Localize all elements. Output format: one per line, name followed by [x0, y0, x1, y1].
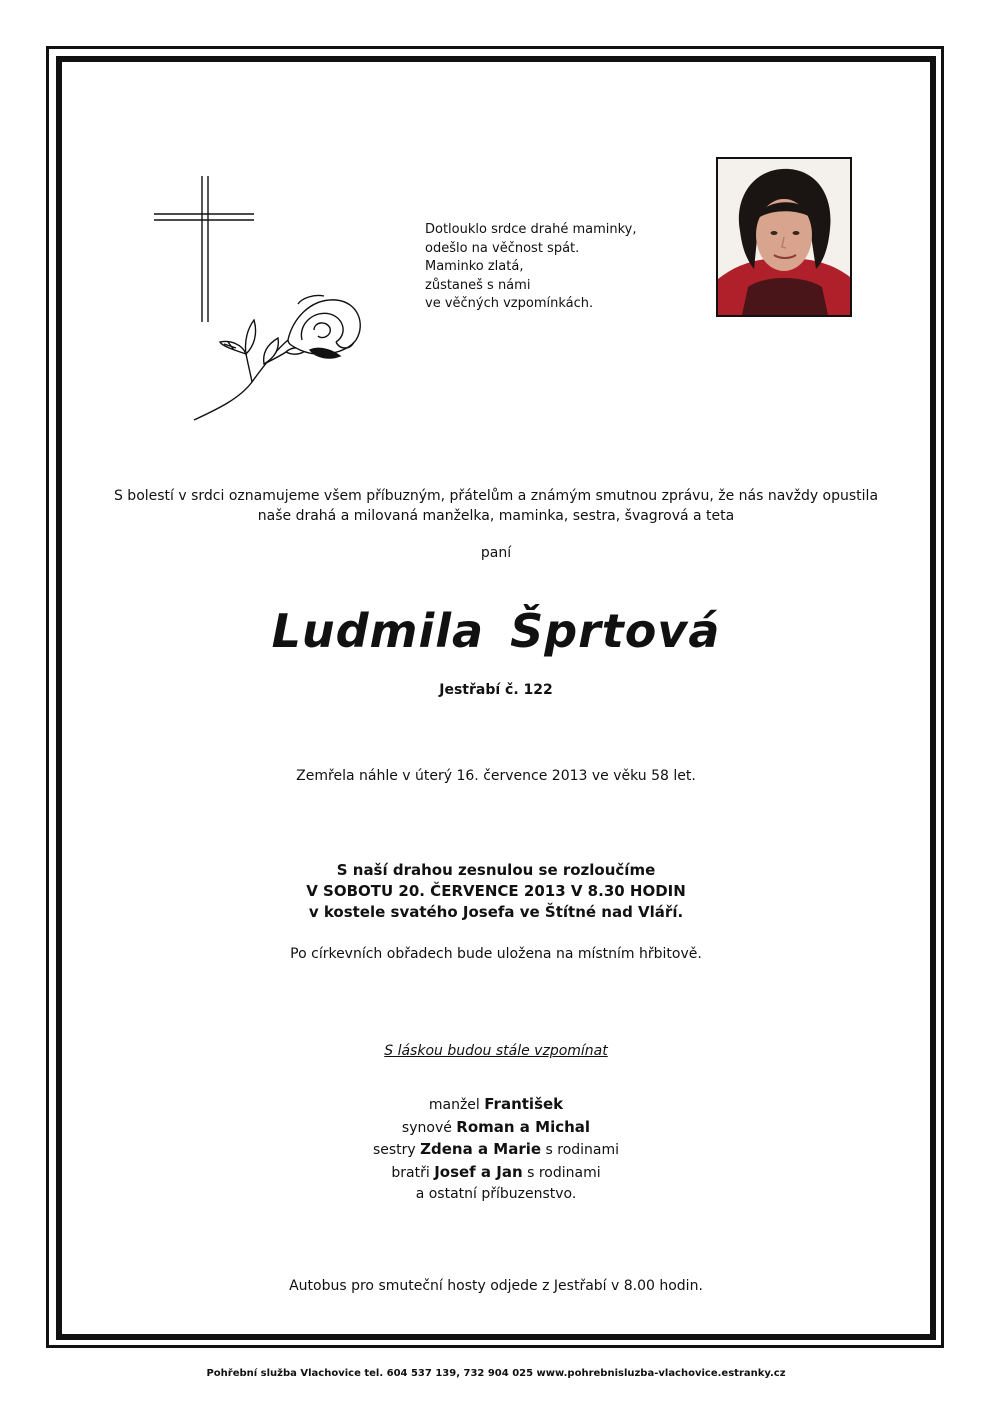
family-relation: a ostatní příbuzenstvo. — [415, 1186, 577, 1202]
family-row — [70, 1184, 922, 1206]
footer-contact: Pohřební služba Vlachovice tel. 604 537 139, 732 904 025 www.pohrebnisluzba-vlachovice.estranky.cz — [206, 1368, 786, 1379]
family-relation: manžel — [428, 1097, 480, 1113]
poem-line: Maminko zlatá, — [425, 259, 524, 274]
family-row — [70, 1117, 922, 1140]
deceased-name — [70, 604, 922, 658]
family-suffix: s rodinami — [527, 1164, 601, 1181]
farewell-date: V SOBOTU 20. ČERVENCE 2013 V 8.30 HODIN — [306, 882, 686, 900]
first-name: Ludmila — [271, 604, 485, 658]
poem-line: odešlo na věčnost spát. — [425, 240, 580, 256]
family-names: František — [484, 1095, 564, 1113]
family-suffix: s rodinami — [545, 1142, 620, 1158]
poem-line: ve věčných vzpomínkách. — [425, 296, 594, 311]
rose-icon — [190, 290, 370, 425]
family-row — [70, 1094, 922, 1117]
portrait-photo — [716, 157, 852, 317]
farewell-place: v kostele svatého Josefa ve Štítné nad Vláří. — [308, 903, 684, 921]
salutation: paní — [480, 545, 512, 561]
last-name: Šprtová — [510, 604, 721, 658]
burial-notice: Po církevních obřadech bude uložena na místním hřbitově. — [290, 946, 702, 962]
poem-line: zůstaneš s námi — [425, 277, 531, 293]
family-row — [70, 1162, 922, 1185]
death-notice: Zemřela náhle v úterý 16. července 2013 ve věku 58 let. — [296, 768, 696, 784]
family-relation: sestry — [372, 1142, 416, 1158]
family-names: Josef a Jan — [434, 1162, 523, 1181]
poem-line: Dotlouklo srdce drahé maminky, — [425, 222, 637, 237]
announcement-line: naše drahá a milovaná manželka, maminka, sestra, švagrová a teta — [257, 508, 735, 524]
family-relation: synové — [401, 1119, 452, 1136]
family-names: Zdena a Marie — [420, 1140, 542, 1158]
family-names: Roman a Michal — [456, 1117, 591, 1136]
bus-notice: Autobus pro smuteční hosty odjede z Jestřabí v 8.00 hodin. — [289, 1278, 703, 1294]
poem — [425, 221, 685, 314]
announcement-text — [70, 486, 922, 526]
family-relation: bratři — [391, 1164, 430, 1181]
remembrance-heading: S láskou budou stále vzpomínat — [384, 1043, 608, 1059]
farewell-block — [70, 860, 922, 923]
portrait-image — [718, 159, 850, 315]
family-row — [70, 1139, 922, 1162]
address: Jestřabí č. 122 — [439, 682, 553, 698]
family-list — [70, 1094, 922, 1206]
announcement-line: S bolestí v srdci oznamujeme všem příbuzným, přátelům a známým smutnou zprávu, že nás navždy opustila — [113, 488, 879, 504]
farewell-line: S naší drahou zesnulou se rozloučíme — [336, 861, 656, 879]
